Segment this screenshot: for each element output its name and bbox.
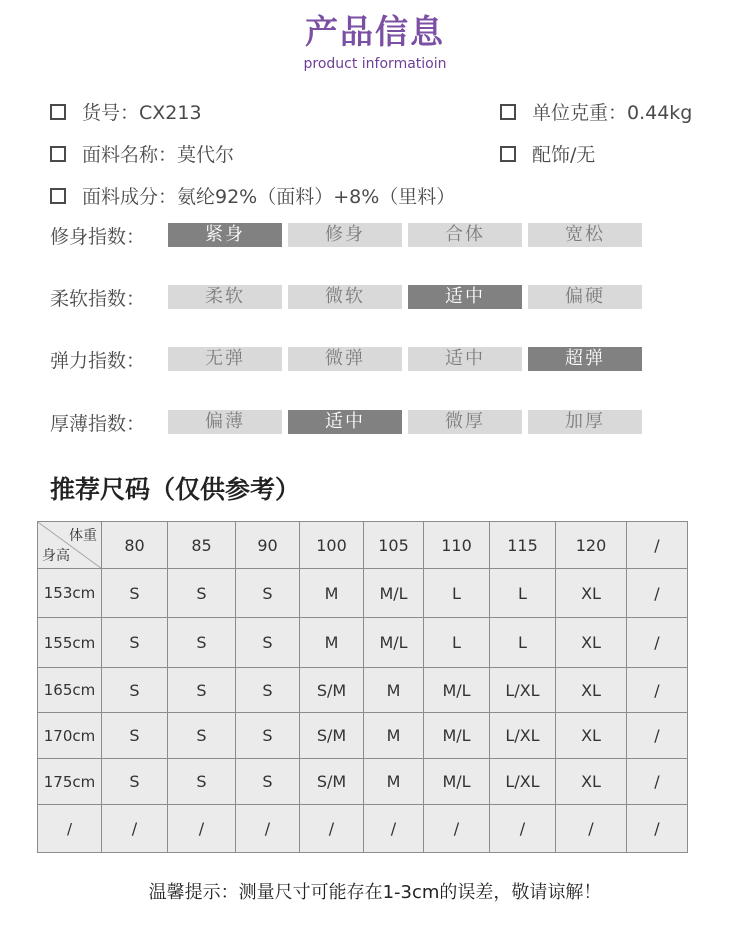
height-header: 175cm xyxy=(38,759,102,805)
height-header: 153cm xyxy=(38,569,102,618)
page-title: 产品信息 xyxy=(305,12,445,51)
size-cell: / xyxy=(627,805,688,853)
index-option: 无弹 xyxy=(168,347,282,371)
info-composition xyxy=(50,182,455,209)
square-bullet-icon xyxy=(500,104,516,120)
size-cell: S xyxy=(102,668,168,713)
size-cell: L xyxy=(490,569,556,618)
index-option: 微弹 xyxy=(288,347,402,371)
corner-height-label: 身高 xyxy=(42,548,70,564)
size-cell: / xyxy=(424,805,490,853)
size-cell: M xyxy=(300,569,364,618)
size-cell: M/L xyxy=(424,713,490,759)
size-cell: L/XL xyxy=(490,713,556,759)
fabric-name-text: 面料名称：莫代尔 xyxy=(82,144,235,166)
info-unit-weight xyxy=(500,98,692,125)
size-cell: S xyxy=(168,759,236,805)
size-cell: / xyxy=(627,618,688,668)
size-cell: M xyxy=(364,759,424,805)
size-cell: M/L xyxy=(364,569,424,618)
table-row xyxy=(38,805,688,853)
index-option: 柔软 xyxy=(168,285,282,309)
size-cell: S xyxy=(236,713,300,759)
table-row xyxy=(38,569,688,618)
size-cell: L/XL xyxy=(490,668,556,713)
elasticity-index-row xyxy=(50,347,648,371)
index-label: 柔软指数： xyxy=(50,287,146,310)
corner-weight-label: 体重 xyxy=(69,528,97,544)
index-option: 修身 xyxy=(288,223,402,247)
composition-text: 面料成分：氨纶92%（面料）+8%（里料） xyxy=(82,186,456,208)
table-row xyxy=(38,713,688,759)
size-cell: M/L xyxy=(364,618,424,668)
table-header-row xyxy=(38,522,688,569)
size-cell: S xyxy=(102,713,168,759)
corner-cell xyxy=(38,522,102,569)
square-bullet-icon xyxy=(500,146,516,162)
size-cell: / xyxy=(300,805,364,853)
weight-header: 105 xyxy=(364,522,424,569)
size-cell: M xyxy=(364,668,424,713)
size-cell: / xyxy=(168,805,236,853)
size-chart-table xyxy=(37,521,688,853)
index-option: 加厚 xyxy=(528,410,642,434)
square-bullet-icon xyxy=(50,104,66,120)
size-cell: / xyxy=(490,805,556,853)
size-cell: / xyxy=(102,805,168,853)
size-cell: S xyxy=(236,759,300,805)
size-cell: S xyxy=(236,618,300,668)
size-cell: S xyxy=(168,713,236,759)
index-option: 适中 xyxy=(408,285,522,309)
size-cell: S xyxy=(236,569,300,618)
square-bullet-icon xyxy=(50,188,66,204)
height-header: 165cm xyxy=(38,668,102,713)
index-option: 偏薄 xyxy=(168,410,282,434)
size-cell: S/M xyxy=(300,713,364,759)
index-option: 微厚 xyxy=(408,410,522,434)
index-option: 合体 xyxy=(408,223,522,247)
size-cell: M/L xyxy=(424,668,490,713)
weight-header: 85 xyxy=(168,522,236,569)
size-cell: S xyxy=(168,569,236,618)
size-cell: M xyxy=(364,713,424,759)
table-row xyxy=(38,618,688,668)
size-cell: XL xyxy=(556,713,627,759)
size-cell: S xyxy=(168,668,236,713)
info-accessory xyxy=(500,140,595,167)
weight-header: 110 xyxy=(424,522,490,569)
size-cell: XL xyxy=(556,759,627,805)
size-cell: XL xyxy=(556,569,627,618)
size-cell: L/XL xyxy=(490,759,556,805)
index-label: 弹力指数： xyxy=(50,349,146,372)
unit-weight-text: 单位克重：0.44kg xyxy=(532,102,693,124)
item-no-text: 货号：CX213 xyxy=(82,102,202,124)
fit-index-row xyxy=(50,223,648,247)
size-cell: S xyxy=(102,759,168,805)
size-cell: L xyxy=(490,618,556,668)
size-cell: M/L xyxy=(424,759,490,805)
weight-header: 90 xyxy=(236,522,300,569)
measurement-note: 温馨提示：测量尺寸可能存在1-3cm的误差，敬请谅解！ xyxy=(148,882,602,903)
index-label: 厚薄指数： xyxy=(50,412,146,435)
size-cell: / xyxy=(627,713,688,759)
table-row xyxy=(38,759,688,805)
weight-header: 80 xyxy=(102,522,168,569)
height-header: 170cm xyxy=(38,713,102,759)
index-option: 适中 xyxy=(408,347,522,371)
size-cell: / xyxy=(627,569,688,618)
size-cell: / xyxy=(627,668,688,713)
size-cell: XL xyxy=(556,668,627,713)
height-header: 155cm xyxy=(38,618,102,668)
info-fabric-name xyxy=(50,140,234,167)
page-subtitle: product informatioin xyxy=(303,56,447,72)
size-chart-title: 推荐尺码（仅供参考） xyxy=(50,475,301,504)
size-cell: / xyxy=(627,759,688,805)
size-cell: / xyxy=(556,805,627,853)
info-item-no xyxy=(50,98,202,125)
accessory-text: 配饰/无 xyxy=(532,144,596,166)
index-option: 紧身 xyxy=(168,223,282,247)
size-cell: XL xyxy=(556,618,627,668)
weight-header: 100 xyxy=(300,522,364,569)
size-cell: S xyxy=(168,618,236,668)
weight-header: 120 xyxy=(556,522,627,569)
size-cell: / xyxy=(364,805,424,853)
size-cell: S/M xyxy=(300,668,364,713)
height-header: / xyxy=(38,805,102,853)
weight-header: / xyxy=(627,522,688,569)
size-cell: S xyxy=(236,668,300,713)
table-row xyxy=(38,668,688,713)
index-option: 超弹 xyxy=(528,347,642,371)
size-cell: M xyxy=(300,618,364,668)
index-label: 修身指数： xyxy=(50,225,146,248)
thickness-index-row xyxy=(50,410,648,434)
index-option: 适中 xyxy=(288,410,402,434)
square-bullet-icon xyxy=(50,146,66,162)
index-option: 宽松 xyxy=(528,223,642,247)
softness-index-row xyxy=(50,285,648,309)
size-cell: L xyxy=(424,569,490,618)
size-cell: S/M xyxy=(300,759,364,805)
weight-header: 115 xyxy=(490,522,556,569)
size-cell: S xyxy=(102,569,168,618)
size-cell: S xyxy=(102,618,168,668)
index-option: 偏硬 xyxy=(528,285,642,309)
size-cell: / xyxy=(236,805,300,853)
index-option: 微软 xyxy=(288,285,402,309)
size-cell: L xyxy=(424,618,490,668)
